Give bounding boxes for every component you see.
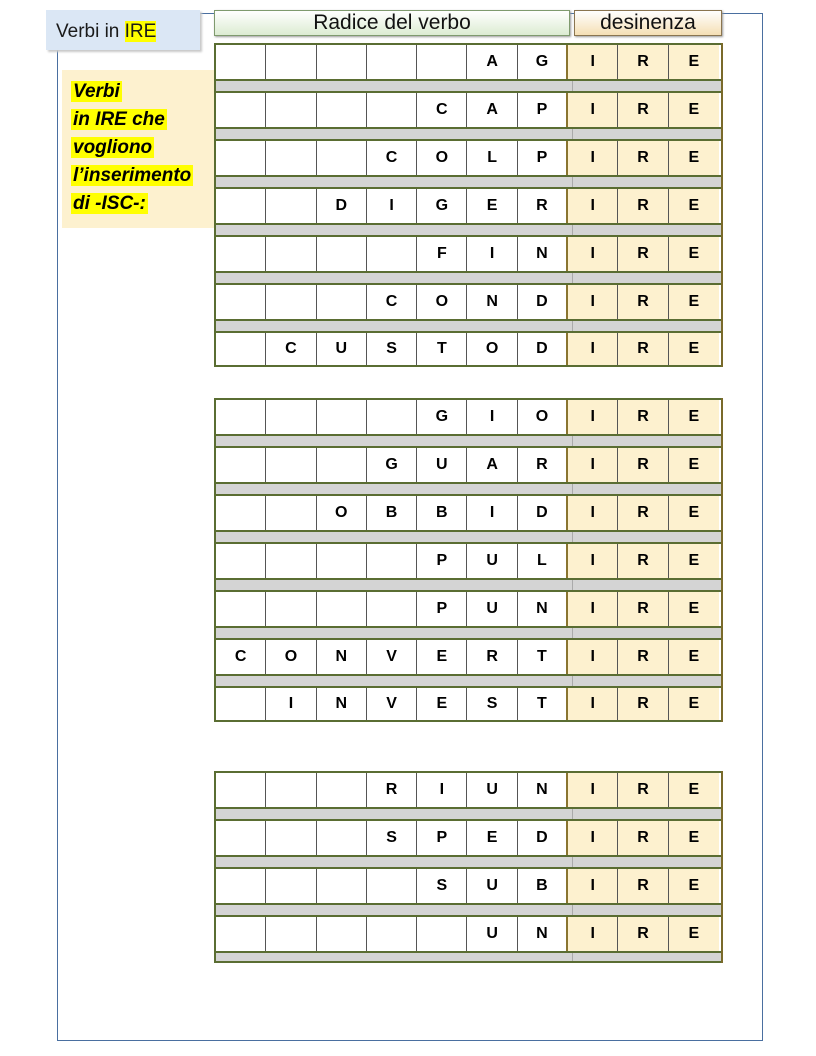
desinenza-cell: I bbox=[568, 496, 618, 530]
radice-cell: B bbox=[417, 496, 467, 530]
radice-cell: N bbox=[518, 917, 568, 951]
row-spacer bbox=[216, 79, 721, 91]
radice-cell bbox=[266, 237, 316, 271]
radice-cell bbox=[266, 496, 316, 530]
radice-cell: R bbox=[518, 189, 568, 223]
desinenza-cell: E bbox=[669, 141, 719, 175]
radice-cell bbox=[266, 93, 316, 127]
radice-cell: L bbox=[518, 544, 568, 578]
note-line: vogliono bbox=[73, 137, 153, 158]
radice-cell: N bbox=[518, 237, 568, 271]
desinenza-cell: I bbox=[568, 93, 618, 127]
desinenza-cell: R bbox=[618, 141, 668, 175]
radice-cell: S bbox=[367, 333, 417, 365]
radice-cell bbox=[266, 917, 316, 951]
radice-cell: N bbox=[317, 688, 367, 720]
verb-row bbox=[216, 446, 721, 482]
radice-cell bbox=[266, 592, 316, 626]
row-spacer bbox=[216, 223, 721, 235]
row-spacer bbox=[216, 175, 721, 187]
radice-cell: E bbox=[417, 688, 467, 720]
desinenza-cell: E bbox=[669, 333, 719, 365]
verb-row bbox=[216, 187, 721, 223]
desinenza-cell: E bbox=[669, 400, 719, 434]
desinenza-cell: I bbox=[568, 869, 618, 903]
radice-cell: C bbox=[367, 141, 417, 175]
radice-cell bbox=[266, 544, 316, 578]
radice-cell: U bbox=[467, 869, 517, 903]
desinenza-cell: E bbox=[669, 640, 719, 674]
worksheet-title bbox=[46, 10, 200, 50]
radice-cell: B bbox=[367, 496, 417, 530]
desinenza-cell: I bbox=[568, 917, 618, 951]
radice-cell: U bbox=[467, 544, 517, 578]
desinenza-cell: R bbox=[618, 688, 668, 720]
radice-cell: O bbox=[317, 496, 367, 530]
row-spacer bbox=[216, 903, 721, 915]
radice-cell bbox=[367, 592, 417, 626]
radice-cell: O bbox=[417, 141, 467, 175]
radice-cell: N bbox=[518, 592, 568, 626]
radice-cell bbox=[417, 917, 467, 951]
radice-cell: U bbox=[467, 592, 517, 626]
desinenza-cell: E bbox=[669, 45, 719, 79]
radice-cell: O bbox=[467, 333, 517, 365]
radice-cell bbox=[216, 448, 266, 482]
desinenza-cell: I bbox=[568, 141, 618, 175]
desinenza-cell: E bbox=[669, 93, 719, 127]
verb-row bbox=[216, 915, 721, 951]
radice-cell bbox=[317, 869, 367, 903]
radice-cell: P bbox=[417, 592, 467, 626]
desinenza-cell: E bbox=[669, 189, 719, 223]
desinenza-cell: I bbox=[568, 400, 618, 434]
radice-cell: N bbox=[317, 640, 367, 674]
desinenza-cell: R bbox=[618, 333, 668, 365]
radice-cell bbox=[216, 45, 266, 79]
radice-cell bbox=[216, 592, 266, 626]
radice-cell bbox=[216, 869, 266, 903]
note-line: di -ISC-: bbox=[73, 193, 146, 214]
radice-cell: T bbox=[417, 333, 467, 365]
desinenza-cell: E bbox=[669, 448, 719, 482]
desinenza-cell: I bbox=[568, 592, 618, 626]
desinenza-cell: R bbox=[618, 869, 668, 903]
radice-cell: F bbox=[417, 237, 467, 271]
radice-cell bbox=[216, 141, 266, 175]
verb-row bbox=[216, 139, 721, 175]
header-radice: Radice del verbo bbox=[214, 10, 570, 36]
desinenza-cell: E bbox=[669, 688, 719, 720]
desinenza-cell: R bbox=[618, 400, 668, 434]
desinenza-cell: E bbox=[669, 869, 719, 903]
desinenza-cell: E bbox=[669, 917, 719, 951]
radice-cell bbox=[367, 237, 417, 271]
desinenza-cell: R bbox=[618, 640, 668, 674]
radice-cell bbox=[317, 141, 367, 175]
desinenza-cell: I bbox=[568, 640, 618, 674]
verb-row bbox=[216, 235, 721, 271]
radice-cell bbox=[266, 448, 316, 482]
radice-cell: N bbox=[518, 773, 568, 807]
radice-cell: G bbox=[417, 400, 467, 434]
radice-cell: B bbox=[518, 869, 568, 903]
radice-cell bbox=[216, 496, 266, 530]
radice-cell bbox=[216, 544, 266, 578]
verb-grid-group-2 bbox=[214, 398, 723, 722]
note-line: Verbi bbox=[73, 81, 120, 102]
radice-cell: I bbox=[417, 773, 467, 807]
radice-cell bbox=[367, 869, 417, 903]
radice-cell: G bbox=[518, 45, 568, 79]
radice-cell: E bbox=[467, 821, 517, 855]
desinenza-cell: R bbox=[618, 237, 668, 271]
verb-row bbox=[216, 542, 721, 578]
verb-row bbox=[216, 771, 721, 807]
radice-cell bbox=[266, 869, 316, 903]
radice-cell bbox=[317, 285, 367, 319]
radice-cell bbox=[216, 917, 266, 951]
radice-cell: I bbox=[367, 189, 417, 223]
verb-row bbox=[216, 43, 721, 79]
radice-cell: O bbox=[518, 400, 568, 434]
desinenza-cell: E bbox=[669, 773, 719, 807]
verb-row bbox=[216, 819, 721, 855]
desinenza-cell: E bbox=[669, 544, 719, 578]
desinenza-cell: E bbox=[669, 285, 719, 319]
row-spacer bbox=[216, 482, 721, 494]
radice-cell bbox=[367, 45, 417, 79]
verb-grid-group-3 bbox=[214, 771, 723, 963]
verb-row bbox=[216, 331, 721, 367]
radice-cell bbox=[367, 93, 417, 127]
desinenza-cell: R bbox=[618, 544, 668, 578]
verb-row bbox=[216, 494, 721, 530]
radice-cell bbox=[317, 45, 367, 79]
radice-cell bbox=[317, 773, 367, 807]
desinenza-cell: R bbox=[618, 821, 668, 855]
radice-cell: I bbox=[467, 237, 517, 271]
desinenza-cell: I bbox=[568, 544, 618, 578]
desinenza-cell: R bbox=[618, 448, 668, 482]
radice-cell: V bbox=[367, 640, 417, 674]
radice-cell: D bbox=[317, 189, 367, 223]
radice-cell: D bbox=[518, 821, 568, 855]
radice-cell: O bbox=[417, 285, 467, 319]
radice-cell: D bbox=[518, 285, 568, 319]
verb-row bbox=[216, 398, 721, 434]
radice-cell bbox=[216, 773, 266, 807]
radice-cell: U bbox=[417, 448, 467, 482]
radice-cell bbox=[216, 285, 266, 319]
radice-cell: U bbox=[317, 333, 367, 365]
radice-cell bbox=[317, 544, 367, 578]
row-spacer bbox=[216, 530, 721, 542]
radice-cell: L bbox=[467, 141, 517, 175]
radice-cell: C bbox=[266, 333, 316, 365]
desinenza-cell: R bbox=[618, 592, 668, 626]
radice-cell: T bbox=[518, 688, 568, 720]
row-spacer bbox=[216, 855, 721, 867]
desinenza-cell: I bbox=[568, 45, 618, 79]
radice-cell: A bbox=[467, 93, 517, 127]
radice-cell: S bbox=[367, 821, 417, 855]
desinenza-cell: R bbox=[618, 773, 668, 807]
radice-cell bbox=[367, 917, 417, 951]
radice-cell: C bbox=[417, 93, 467, 127]
radice-cell: C bbox=[216, 640, 266, 674]
radice-cell: R bbox=[518, 448, 568, 482]
radice-cell bbox=[417, 45, 467, 79]
radice-cell: G bbox=[417, 189, 467, 223]
radice-cell bbox=[216, 688, 266, 720]
desinenza-cell: E bbox=[669, 821, 719, 855]
radice-cell bbox=[216, 237, 266, 271]
verb-row bbox=[216, 91, 721, 127]
row-spacer bbox=[216, 951, 721, 963]
radice-cell: I bbox=[467, 496, 517, 530]
row-spacer bbox=[216, 578, 721, 590]
header-desinenza: desinenza bbox=[574, 10, 722, 36]
radice-cell: G bbox=[367, 448, 417, 482]
row-spacer bbox=[216, 434, 721, 446]
verb-row bbox=[216, 590, 721, 626]
radice-cell: A bbox=[467, 45, 517, 79]
radice-cell: P bbox=[518, 93, 568, 127]
radice-cell: D bbox=[518, 333, 568, 365]
radice-cell bbox=[317, 237, 367, 271]
row-spacer bbox=[216, 271, 721, 283]
radice-cell: E bbox=[467, 189, 517, 223]
desinenza-cell: I bbox=[568, 773, 618, 807]
desinenza-cell: E bbox=[669, 237, 719, 271]
radice-cell: R bbox=[467, 640, 517, 674]
radice-cell: P bbox=[518, 141, 568, 175]
radice-cell bbox=[266, 773, 316, 807]
title-highlight: IRE bbox=[124, 21, 157, 42]
radice-cell: S bbox=[467, 688, 517, 720]
radice-cell bbox=[266, 141, 316, 175]
desinenza-cell: I bbox=[568, 448, 618, 482]
note-line: l’inserimento bbox=[73, 165, 192, 186]
desinenza-cell: R bbox=[618, 917, 668, 951]
radice-cell: U bbox=[467, 917, 517, 951]
radice-cell: U bbox=[467, 773, 517, 807]
desinenza-cell: I bbox=[568, 237, 618, 271]
desinenza-cell: R bbox=[618, 45, 668, 79]
radice-cell bbox=[317, 93, 367, 127]
radice-cell: R bbox=[367, 773, 417, 807]
row-spacer bbox=[216, 127, 721, 139]
radice-cell bbox=[317, 821, 367, 855]
radice-cell bbox=[266, 45, 316, 79]
radice-cell: P bbox=[417, 821, 467, 855]
radice-cell bbox=[266, 189, 316, 223]
desinenza-cell: E bbox=[669, 496, 719, 530]
radice-cell bbox=[367, 544, 417, 578]
radice-cell bbox=[216, 821, 266, 855]
desinenza-cell: I bbox=[568, 821, 618, 855]
desinenza-cell: R bbox=[618, 93, 668, 127]
radice-cell bbox=[216, 400, 266, 434]
verb-row bbox=[216, 638, 721, 674]
desinenza-cell: R bbox=[618, 189, 668, 223]
row-spacer bbox=[216, 319, 721, 331]
desinenza-cell: E bbox=[669, 592, 719, 626]
radice-cell: P bbox=[417, 544, 467, 578]
radice-cell: C bbox=[367, 285, 417, 319]
verb-row bbox=[216, 283, 721, 319]
desinenza-cell: I bbox=[568, 688, 618, 720]
radice-cell bbox=[317, 917, 367, 951]
verb-row bbox=[216, 686, 721, 722]
verb-row bbox=[216, 867, 721, 903]
row-spacer bbox=[216, 807, 721, 819]
radice-cell: E bbox=[417, 640, 467, 674]
radice-cell bbox=[266, 285, 316, 319]
radice-cell: T bbox=[518, 640, 568, 674]
radice-cell: I bbox=[467, 400, 517, 434]
radice-cell: V bbox=[367, 688, 417, 720]
radice-cell: D bbox=[518, 496, 568, 530]
radice-cell: N bbox=[467, 285, 517, 319]
radice-cell bbox=[367, 400, 417, 434]
radice-cell: O bbox=[266, 640, 316, 674]
desinenza-cell: R bbox=[618, 285, 668, 319]
title-prefix: Verbi in bbox=[56, 21, 125, 42]
desinenza-cell: I bbox=[568, 333, 618, 365]
radice-cell bbox=[216, 93, 266, 127]
radice-cell bbox=[216, 333, 266, 365]
radice-cell bbox=[317, 448, 367, 482]
desinenza-cell: I bbox=[568, 189, 618, 223]
note-line: in IRE che bbox=[73, 109, 165, 130]
desinenza-cell: I bbox=[568, 285, 618, 319]
desinenza-cell: R bbox=[618, 496, 668, 530]
radice-cell: S bbox=[417, 869, 467, 903]
radice-cell bbox=[266, 400, 316, 434]
row-spacer bbox=[216, 626, 721, 638]
verb-grid-group-1 bbox=[214, 43, 723, 367]
radice-cell bbox=[216, 189, 266, 223]
radice-cell bbox=[266, 821, 316, 855]
radice-cell: A bbox=[467, 448, 517, 482]
row-spacer bbox=[216, 674, 721, 686]
radice-cell: I bbox=[266, 688, 316, 720]
radice-cell bbox=[317, 400, 367, 434]
instruction-note bbox=[62, 70, 216, 228]
radice-cell bbox=[317, 592, 367, 626]
